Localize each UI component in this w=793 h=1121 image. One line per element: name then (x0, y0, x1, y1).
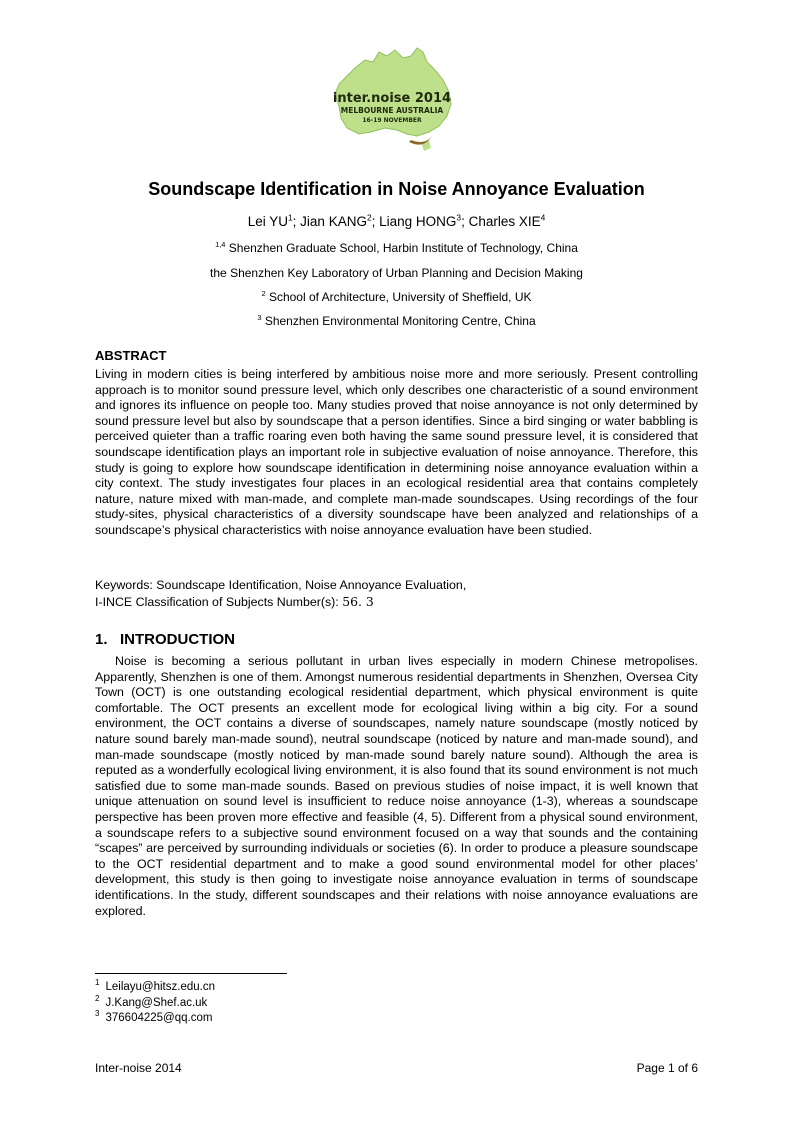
abstract-body: Living in modern cities is being interfered by ambitious noise more and more seriously. Present controlling approach is to monitor sound pressure level, which only describes one characteristic of a sound environment and ignores its influence on people too. Many studies proved that noise annoyance is not only determined by sound pressure level but also by soundscape that a person identifies. Since a bird singing or water babbling is perceived quieter than a traffic roaring even both having the same sound pressure level, it is considered that soundscape identification plays an important role in subjective evaluation of noise annoyance. Therefore, this study is going to explore how soundscape identification in determining noise annoyance evaluation within a city context. The study investigates four places in an ecological residential area that contains completely nature, nature mixed with man-made, and complete man-made soundscapes. Using recordings of the four study-sites, physical characteristics of a diversity soundscape have been analyzed and relationships of a soundscape’s physical characteristics with noise annoyance evaluation have been studied. (95, 367, 698, 537)
introduction-body: Noise is becoming a serious pollutant in urban lives especially in modern Chinese metropolises. Apparently, Shenzhen is one of them. Amongst numerous residential departments in Shenzhen, Oversea City Town (OCT) is one outstanding ecological residential department, which physical environment is quite comfortable. The OCT presents an excellent mode for ecological living within a big city. For a sound environment, the OCT contains a diverse of soundscapes, namely nature soundscape (mostly noticed by nature sound barely man-made sound), neutral soundscape (noticed by nature and man-made sound), and man-made soundscape (mostly noticed by man-made sound barely nature sound). Although the area is reputed as a wonderfully ecological living environment, it is also found that its sound environment is not much satisfied due to some man-made sounds. Based on previous studies of noise impact, it is well known that unique attenuation on sound level is insufficient to reduce noise annoyance (1-3), whereas a soundscape perspective has been proven more effective and feasible (4, 5). Different from a physical sound environment, a soundscape refers to a subjective sound environment focused on a way that sounds and the containing “scapes” are perceived by surrounding individuals or societies (6). In order to produce a pleasure soundscape to the OCT residential department and to make a good sound environmental model for other places’ development, this study is then going to investigate noise annoyance evaluation in terms of soundscape identifications. In the study, different soundscapes and their relations with noise annoyance evaluations are explored. (95, 654, 698, 918)
classification-line (95, 594, 466, 611)
footnote-mark: 2 (95, 993, 100, 1003)
footnote-text: Leilayu@hitsz.edu.cn (105, 981, 215, 993)
classification-value: 56. 3 (342, 593, 374, 609)
footnote-text: J.Kang@Shef.ac.uk (105, 996, 208, 1009)
conference-logo (325, 46, 460, 158)
footnotes (95, 980, 215, 1027)
abstract-heading: ABSTRACT (95, 348, 167, 363)
affiliation-text: Shenzhen Environmental Monitoring Centre, China (264, 314, 536, 328)
footer-page-number: Page 1 of 6 (636, 1061, 698, 1075)
classification-label: I-INCE Classification of Subjects Number(s): (95, 594, 339, 609)
footnote (95, 1011, 215, 1027)
affiliation-mark: 1,4 (215, 240, 226, 249)
footer-conference: Inter-noise 2014 (95, 1061, 182, 1075)
affiliation-text: School of Architecture, University of Sheffield, UK (268, 290, 532, 304)
keywords-block (95, 578, 466, 610)
author-mark: 1 (288, 212, 293, 223)
footnote (95, 993, 215, 1012)
author-name: Charles XIE (468, 214, 541, 229)
author-list: Lei $YU^1$; Jian KANG$^2$; Liang HONG$^3$; Charles XIE$^4$ (247, 212, 546, 229)
author-mark: 3 (456, 212, 462, 223)
affiliation-2 (0, 289, 793, 305)
footnote-divider (95, 973, 287, 974)
affiliation-1-line2: the Shenzhen Key Laboratory of Urban Planning and Decision Making (210, 266, 583, 280)
affiliation-text: Shenzhen Graduate School, Harbin Institute of Technology, China (228, 241, 578, 255)
logo-name: inter.noise 2014 (332, 91, 452, 106)
logo-dates: 16-19 NOVEMBER (362, 117, 422, 124)
introduction-heading: 1. INTRODUCTION (95, 631, 236, 648)
affiliation-mark: 3 (257, 313, 262, 322)
author-mark: 4 (540, 212, 546, 223)
author-name: Lei YU (247, 214, 288, 229)
paper-title: Soundscape Identification in Noise Annoyance Evaluation (148, 179, 645, 199)
footnote-text: 376604225@qq.com (105, 1012, 213, 1024)
footnote-mark: 3 (95, 1009, 100, 1019)
author-name: Liang HONG (379, 214, 457, 229)
logo-location: MELBOURNE AUSTRALIA (340, 106, 444, 115)
affiliation-3 (0, 313, 793, 329)
affiliation-1 (0, 240, 793, 256)
author-mark: 2 (366, 212, 372, 223)
footnote (95, 980, 215, 996)
author-name: Jian KANG (300, 214, 367, 229)
affiliation-mark: 2 (261, 289, 266, 298)
footnote-mark: 1 (95, 978, 100, 988)
keywords-line: Keywords: Soundscape Identification, Noise Annoyance Evaluation, (95, 578, 467, 592)
